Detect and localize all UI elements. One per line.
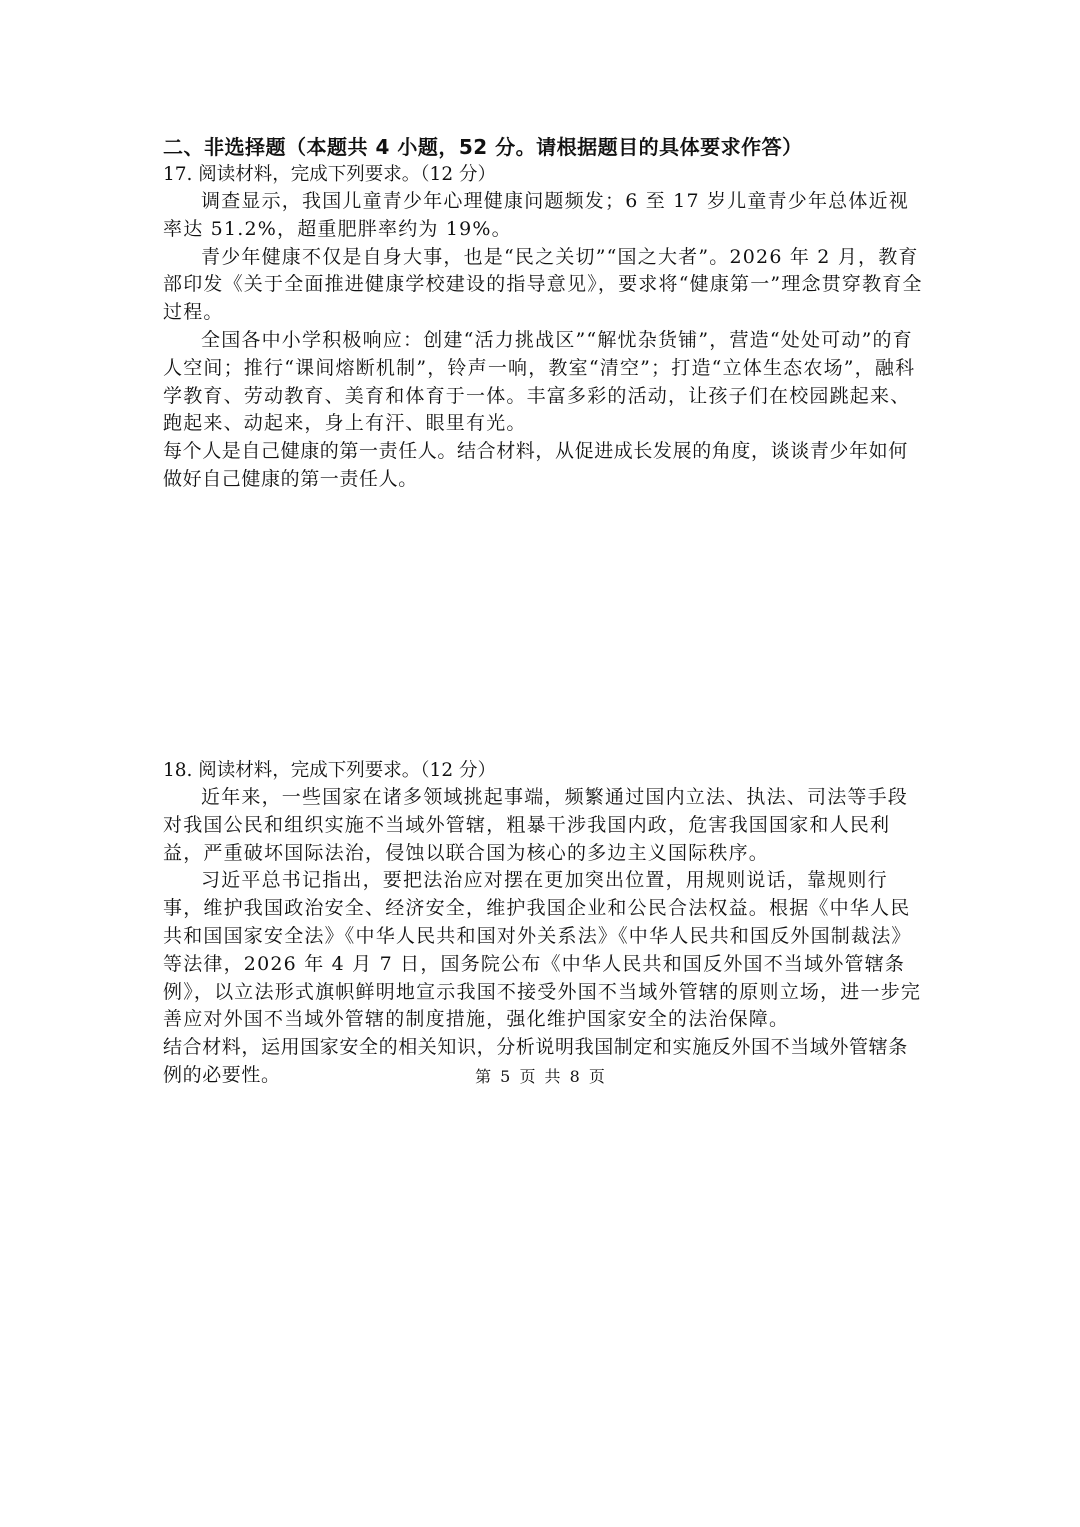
q17-material-paragraph-2: 青少年健康不仅是自身大事，也是“民之关切”“国之大者”。2026 年 2 月，教育部印发《关于全面推进健康学校建设的指导意见》，要求将“健康第一”理念贯穿教育全过程。 <box>163 245 923 324</box>
q18-material-paragraph-1: 近年来，一些国家在诸多领域挑起事端，频繁通过国内立法、执法、司法等手段对我国公民和组织实施不当域外管辖，粗暴干涉我国内政，危害我国国家和人民利益，严重破坏国际法治，侵蚀以联合国为核心的多边主义国际秩序。 <box>163 786 909 864</box>
question-17-block <box>163 133 923 494</box>
section-heading: 二、非选择题（本题共 4 小题，52 分。请根据题目的具体要求作答） <box>163 135 803 159</box>
q17-material-paragraph-3: 全国各中小学积极响应：创建“活力挑战区”“解忧杂货铺”，营造“处处可动”的育人空间；推行“课间熔断机制”，铃声一响，教室“清空”；打造“立体生态农场”，融科学教育、劳动教育、美育和体育于一体。丰富多彩的活动，让孩子们在校园跳起来、跑起来、动起来，身上有汗、眼里有光。 <box>163 328 916 435</box>
q18-material-paragraph-2: 习近平总书记指出，要把法治应对摆在更加突出位置，用规则说话，靠规则行事，维护我国政治安全、经济安全，维护我国企业和公民合法权益。根据《中华人民共和国国家安全法》《中华人民共和国对外关系法》《中华人民共和国反外国制裁法》等法律，2026 年 4 月 7 日，国务院公布《中华人民共和国反外国不当域外管辖条例》，以立法形式旗帜鲜明地宣示我国不接受外国不当域外管辖的原则立场，进一步完善应对外国不当域外管辖的制度措施，强化维护国家安全的法治保障。 <box>163 869 922 1031</box>
q17-material-paragraph-1: 调查显示，我国儿童青少年心理健康问题频发；6 至 17 岁儿童青少年总体近视率达 51.2%，超重肥胖率约为 19%。 <box>163 190 909 240</box>
q18-question-prompt: 结合材料，运用国家安全的相关知识，分析说明我国制定和实施反外国不当域外管辖条例的必要性。 <box>163 1036 908 1086</box>
question-17-title: 17. 阅读材料，完成下列要求。（12 分） <box>163 164 496 185</box>
q17-question-prompt: 每个人是自己健康的第一责任人。结合材料，从促进成长发展的角度，谈谈青少年如何做好自己健康的第一责任人。 <box>163 440 908 490</box>
question-18-block <box>163 757 923 1090</box>
page-number-footer: 第 5 页 共 8 页 <box>475 1067 605 1086</box>
question-18-title: 18. 阅读材料，完成下列要求。（12 分） <box>163 760 496 781</box>
